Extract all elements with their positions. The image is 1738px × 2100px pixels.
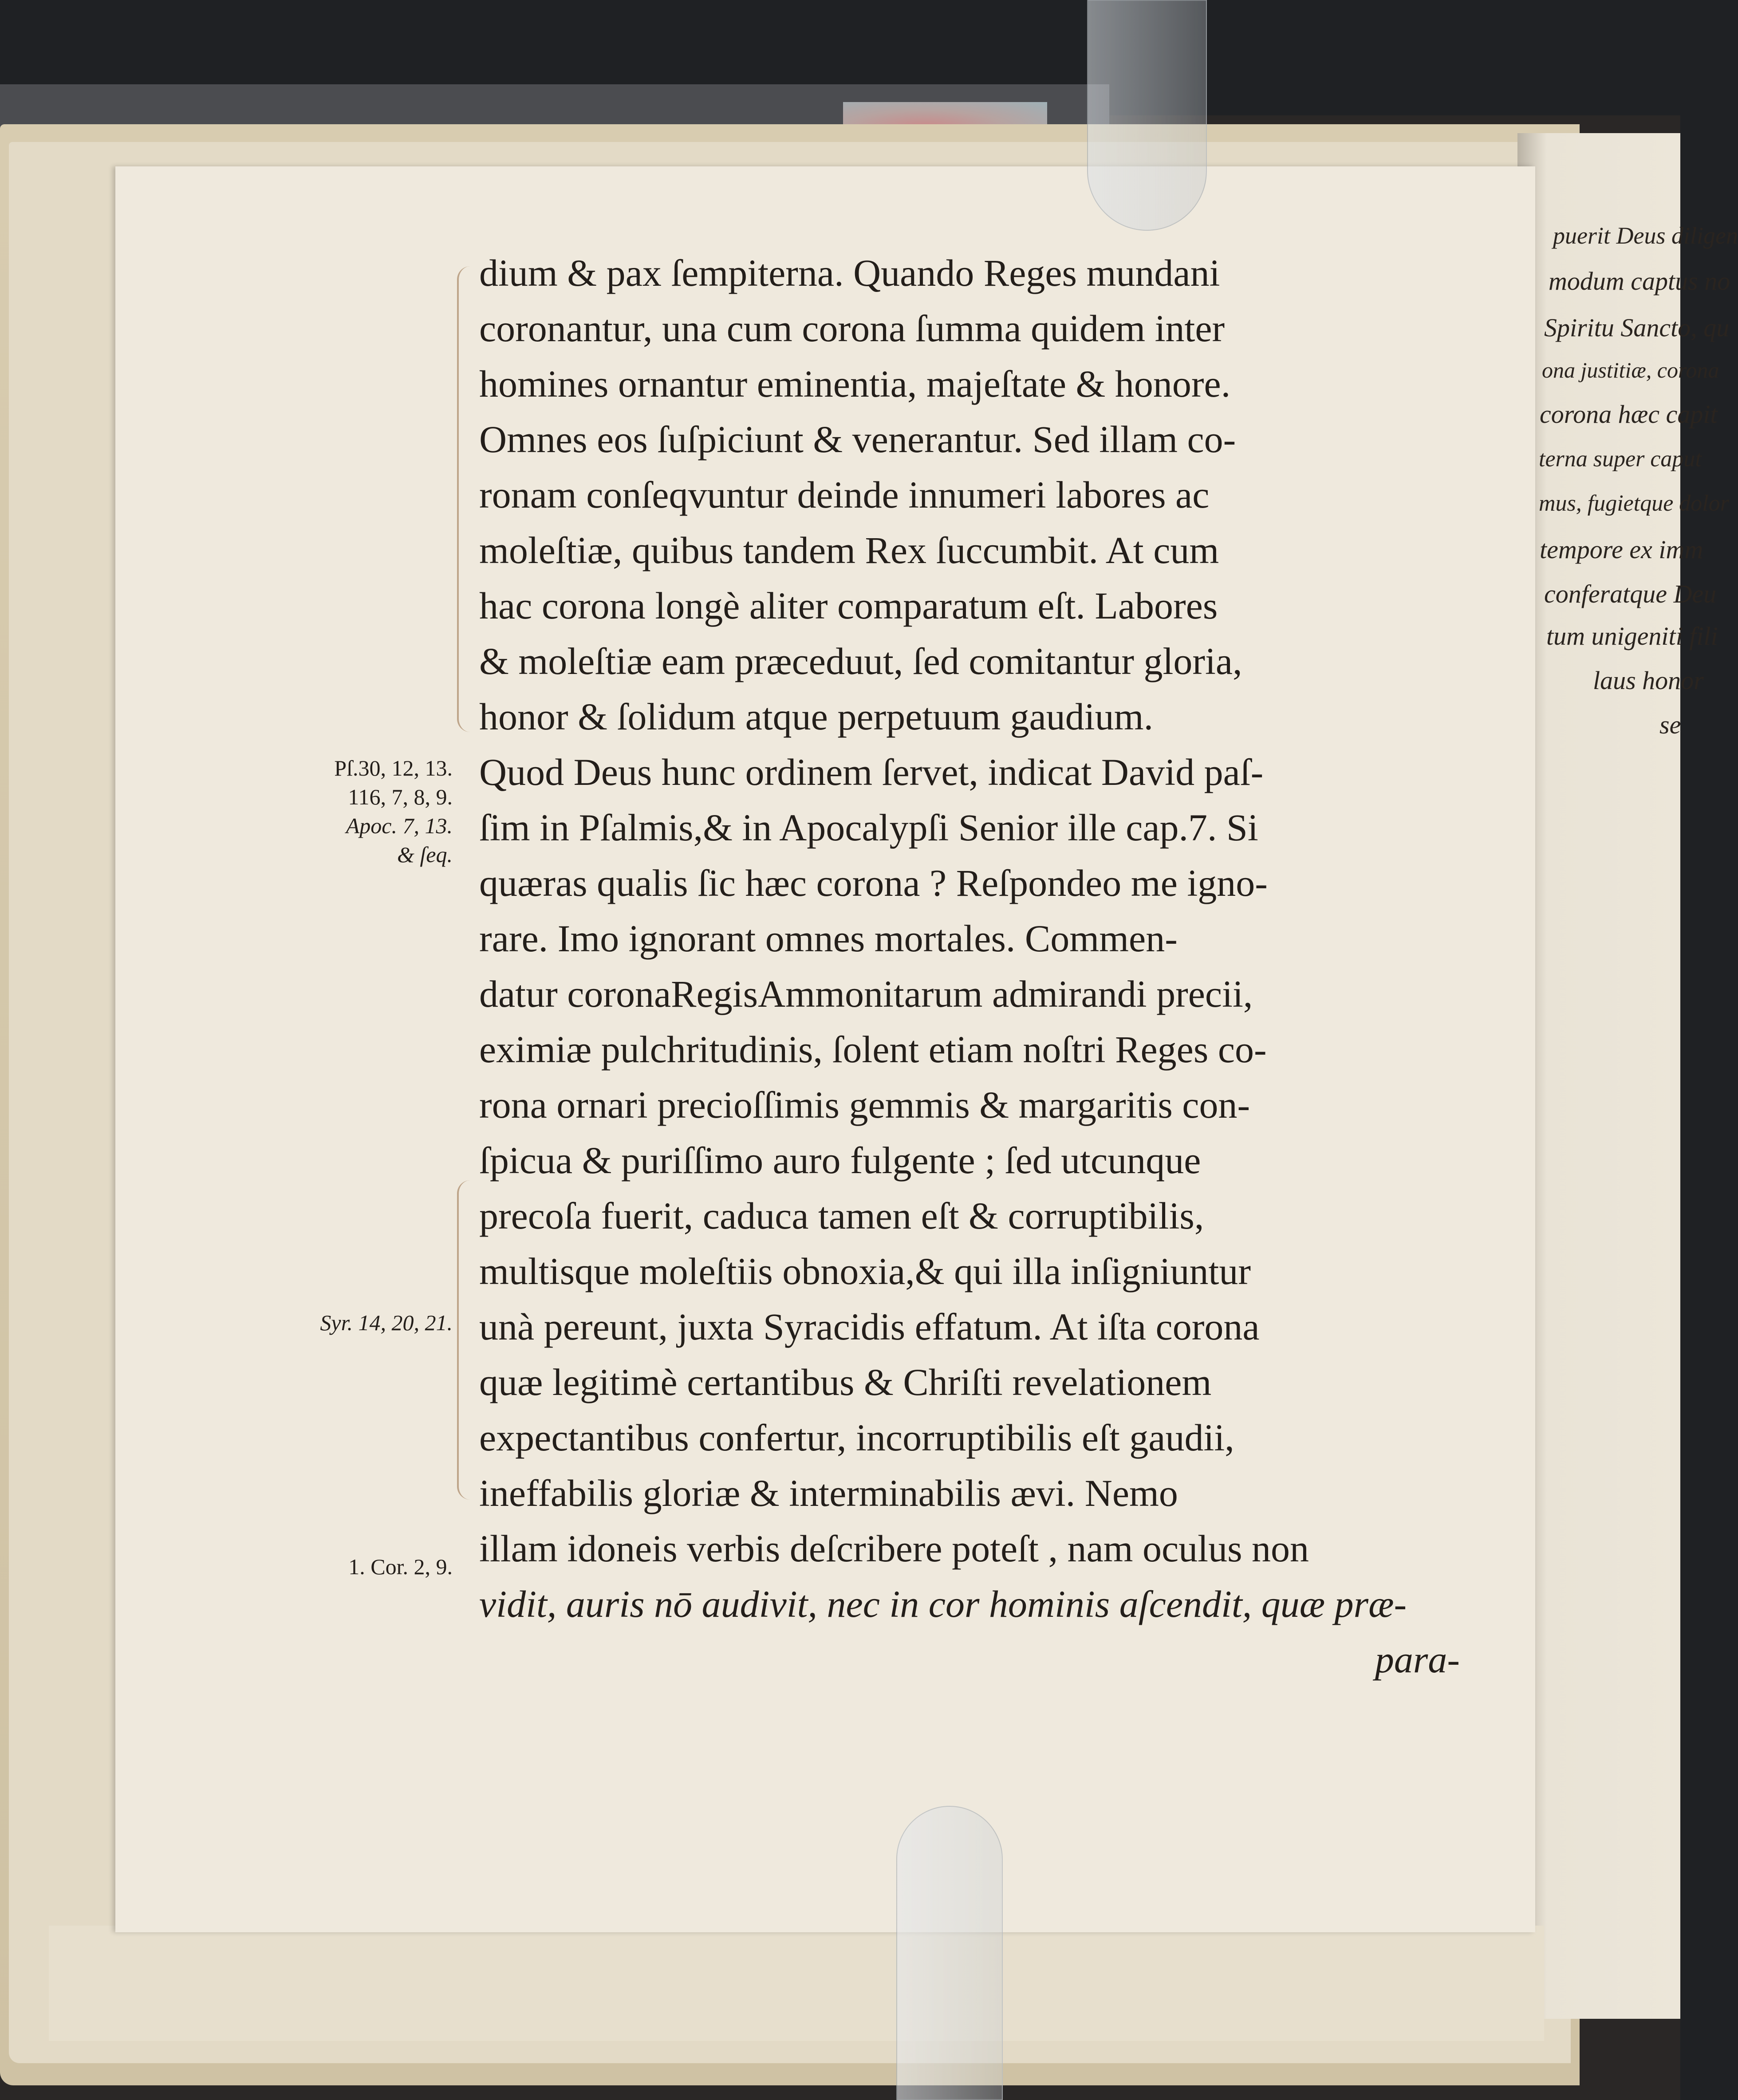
marginal-note: & ſeq. bbox=[397, 842, 453, 867]
text-line: expectantibus confertur, incorruptibilis eſt gaudii, bbox=[479, 1416, 1234, 1459]
text-line: vidit, auris nō audivit, nec in cor hominis aſcendit, quæ præ- bbox=[479, 1583, 1407, 1625]
text-line: ronam conſeqvuntur deinde innumeri labores ac bbox=[479, 473, 1210, 516]
facing-line: conferatque Deu bbox=[1544, 579, 1717, 608]
text-line: coronantur, una cum corona ſumma quidem inter bbox=[479, 307, 1225, 350]
facing-line: mus, fugietque dolor bbox=[1539, 491, 1729, 516]
text-line: dium & pax ſempiterna. Quando Reges mundani bbox=[479, 252, 1220, 294]
text-line: quæras qualis ſic hæc corona ? Reſpondeo me igno- bbox=[479, 862, 1268, 904]
text-line: datur coronaRegisAmmonitarum admirandi precii, bbox=[479, 973, 1253, 1015]
text-line: Omnes eos ſuſpiciunt & venerantur. Sed illam co- bbox=[479, 418, 1236, 461]
text-line: quæ legitimè certantibus & Chriſti revelationem bbox=[479, 1361, 1212, 1403]
text-line: unà pereunt, juxta Syracidis effatum. At iſta corona bbox=[479, 1305, 1260, 1348]
facing-line: se bbox=[1659, 710, 1681, 739]
facing-line: modum captus no bbox=[1549, 267, 1730, 295]
facing-line: tempore ex imm bbox=[1540, 535, 1703, 564]
text-line: rare. Imo ignorant omnes mortales. Commen- bbox=[479, 917, 1178, 960]
text-line: Quod Deus hunc ordinem ſervet, indicat David paſ- bbox=[479, 751, 1264, 793]
marginal-note: Apoc. 7, 13. bbox=[346, 813, 453, 838]
facing-line: terna super caput bbox=[1539, 446, 1702, 472]
page-lower-edge bbox=[49, 1926, 1544, 2041]
facing-line: ona justitiæ, corona bbox=[1542, 358, 1719, 382]
marginal-note: Syr. 14, 20, 21. bbox=[320, 1310, 453, 1335]
marginal-note: 116, 7, 8, 9. bbox=[348, 784, 453, 809]
facing-line: laus honor bbox=[1593, 666, 1704, 695]
page-clip-bottom bbox=[896, 1806, 1003, 2100]
text-line: eximiæ pulchritudinis, ſolent etiam noſtri Reges co- bbox=[479, 1028, 1267, 1071]
text-line: ſim in Pſalmis,& in Apocalypſi Senior ille cap.7. Si bbox=[479, 806, 1258, 849]
margin-bracket bbox=[457, 1180, 472, 1500]
text-line: homines ornantur eminentia, majeſtate & honore. bbox=[479, 362, 1231, 405]
facing-line: corona hæc capit bbox=[1540, 400, 1718, 429]
text-line: ſpicua & puriſſimo auro fulgente ; ſed utcunque bbox=[479, 1139, 1201, 1182]
text-line: moleſtiæ, quibus tandem Rex ſuccumbit. At cum bbox=[479, 529, 1219, 571]
facing-page bbox=[1517, 133, 1738, 2019]
text-line: & moleſtiæ eam præceduut, ſed comitantur gloria, bbox=[479, 640, 1242, 682]
facing-line: puerit Deus diligen bbox=[1553, 222, 1738, 249]
text-line: rona ornari precioſſimis gemmis & margaritis con- bbox=[479, 1083, 1250, 1126]
facing-line: Spiritu Sancto, qu bbox=[1544, 313, 1730, 342]
text-line: precoſa fuerit, caduca tamen eſt & corruptibilis, bbox=[479, 1194, 1204, 1237]
margin-bracket bbox=[457, 266, 472, 732]
text-line: hac corona longè aliter comparatum eſt. Labores bbox=[479, 584, 1218, 627]
text-line: honor & ſolidum atque perpetuum gaudium. bbox=[479, 695, 1154, 738]
facing-line: tum unigeniti fili bbox=[1546, 622, 1718, 650]
marginal-note: Pſ.30, 12, 13. bbox=[334, 756, 453, 780]
catchword: para- bbox=[1375, 1638, 1460, 1681]
marginal-note: 1. Cor. 2, 9. bbox=[348, 1554, 453, 1579]
text-line: multisque moleſtiis obnoxia,& qui illa inſigniuntur bbox=[479, 1250, 1251, 1292]
page-clip-top bbox=[1087, 0, 1207, 231]
text-line: illam idoneis verbis deſcribere poteſt , nam oculus non bbox=[479, 1527, 1309, 1570]
text-line: ineffabilis gloriæ & interminabilis ævi. Nemo bbox=[479, 1472, 1178, 1514]
